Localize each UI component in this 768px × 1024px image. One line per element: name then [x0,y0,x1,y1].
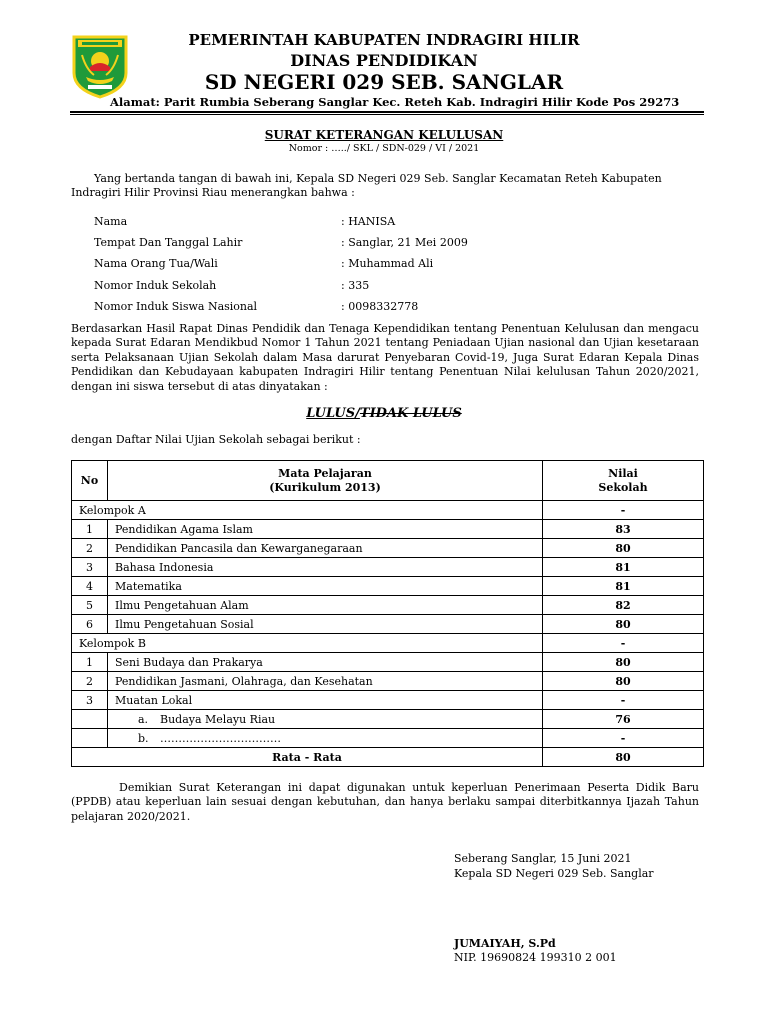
identity-value: : 335 [341,279,370,292]
group-row [72,634,704,653]
row-no: 5 [72,596,108,615]
school-address: Alamat: Parit Rumbia Seberang Sanglar Kec. Reteh Kab. Indragiri Hilir Kode Pos 29273 [110,95,680,109]
header-no: No [72,461,108,501]
signatory-name: JUMAIYAH, S.Pd [454,937,556,950]
letterhead-divider-thin [70,114,704,115]
district-emblem-icon [68,33,132,99]
average-value: 80 [543,748,704,767]
row-score: 80 [543,615,704,634]
row-score: - [543,729,704,748]
row-subject: Pendidikan Pancasila dan Kewarganegaraan [108,539,543,558]
table-row [72,520,704,539]
row-score: 82 [543,596,704,615]
row-score: 81 [543,558,704,577]
average-row [72,748,704,767]
table-row [72,653,704,672]
table-row [72,672,704,691]
document-title: SURAT KETERANGAN KELULUSAN [264,128,504,142]
row-no: 4 [72,577,108,596]
row-no: 3 [72,691,108,710]
row-no: 6 [72,615,108,634]
row-subject: Muatan Lokal [108,691,543,710]
identity-label: Tempat Dan Tanggal Lahir [94,236,243,249]
row-no: 2 [72,672,108,691]
row-no [72,710,108,729]
score-list-intro: dengan Daftar Nilai Ujian Sekolah sebagai berikut : [71,433,361,446]
table-row [72,577,704,596]
group-label: Kelompok B [72,634,543,653]
row-subject: Pendidikan Agama Islam [108,520,543,539]
row-no [72,729,108,748]
table-row [72,558,704,577]
row-score: 80 [543,653,704,672]
table-row [72,596,704,615]
row-subject: a. Budaya Melayu Riau [108,710,543,729]
intro-paragraph: Yang bertanda tangan di bawah ini, Kepala SD Negeri 029 Seb. Sanglar Kecamatan Reteh Kabupaten Indragiri Hilir Provinsi Riau menerangkan bahwa : [71,172,662,200]
row-subject: Pendidikan Jasmani, Olahraga, dan Kesehatan [108,672,543,691]
group-label: Kelompok A [72,501,543,520]
table-row [72,691,704,710]
document-number: Nomor : …../ SKL / SDN-029 / VI / 2021 [288,143,480,154]
table-row [72,729,704,748]
signature-position: Kepala SD Negeri 029 Seb. Sanglar [454,867,654,880]
row-no: 3 [72,558,108,577]
group-score: - [543,634,704,653]
letterhead-divider [70,111,704,113]
group-score: - [543,501,704,520]
identity-value: : Sanglar, 21 Mei 2009 [341,236,468,249]
table-row [72,539,704,558]
table-row [72,710,704,729]
status-pass: LULUS/ [306,406,360,421]
row-subject: Bahasa Indonesia [108,558,543,577]
average-label: Rata - Rata [72,748,543,767]
signatory-nip: NIP. 19690824 199310 2 001 [454,951,617,964]
row-score: 76 [543,710,704,729]
signature-place-date: Seberang Sanglar, 15 Juni 2021 [454,852,632,865]
identity-label: Nama [94,215,128,228]
graduation-status [0,406,768,421]
row-score: 83 [543,520,704,539]
agency-name: DINAS PENDIDIKAN [290,51,478,70]
identity-label: Nomor Induk Sekolah [94,279,217,292]
row-score: - [543,691,704,710]
row-subject: Ilmu Pengetahuan Sosial [108,615,543,634]
table-row [72,615,704,634]
row-score: 81 [543,577,704,596]
identity-label: Nama Orang Tua/Wali [94,257,218,270]
identity-label: Nomor Induk Siswa Nasional [94,300,258,313]
row-no: 2 [72,539,108,558]
row-score: 80 [543,539,704,558]
score-table [71,460,704,767]
group-row [72,501,704,520]
row-subject: Seni Budaya dan Prakarya [108,653,543,672]
row-score: 80 [543,672,704,691]
status-fail-struck: TIDAK LULUS [359,406,462,421]
row-no: 1 [72,520,108,539]
decision-paragraph: Berdasarkan Hasil Rapat Dinas Pendidik dan Tenaga Kependidikan tentang Penentuan Kelulusan dan mengacu kepada Surat Edaran Mendikbud Nomor 1 Tahun 2021 tentang Peniadaan Ujian nasional dan Ujian kesetaraan serta Pelaksanaan Ujian Sekolah dalam Masa darurat Penyebaran Covid-19, Juga Surat Edaran Kepala Dinas Pendidikan dan Kebudayaan kabupaten Indragiri Hilir tentang Penentuan Nilai kelulusan Tahun 2020/2021, dengan ini siswa tersebut di atas dinyatakan : [71,322,699,393]
row-subject: b. …………………………… [108,729,543,748]
identity-value: : HANISA [341,215,396,228]
school-name: SD NEGERI 029 SEB. SANGLAR [204,70,564,94]
identity-value: : 0098332778 [341,300,419,313]
government-name: PEMERINTAH KABUPATEN INDRAGIRI HILIR [188,31,580,49]
row-subject: Ilmu Pengetahuan Alam [108,596,543,615]
identity-value: : Muhammad Ali [341,257,434,270]
closing-paragraph: Demikian Surat Keterangan ini dapat digunakan untuk keperluan Penerimaan Peserta Didik Baru (PPDB) atau keperluan lain sesuai dengan kebutuhan, dan hanya berlaku sampai diterbitkannya Ijazah Tahun pelajaran 2020/2021. [71,781,699,823]
table-header-row [72,461,704,501]
row-subject: Matematika [108,577,543,596]
header-score: Nilai Sekolah [543,461,704,501]
row-no: 1 [72,653,108,672]
header-subject: Mata Pelajaran (Kurikulum 2013) [108,461,543,501]
